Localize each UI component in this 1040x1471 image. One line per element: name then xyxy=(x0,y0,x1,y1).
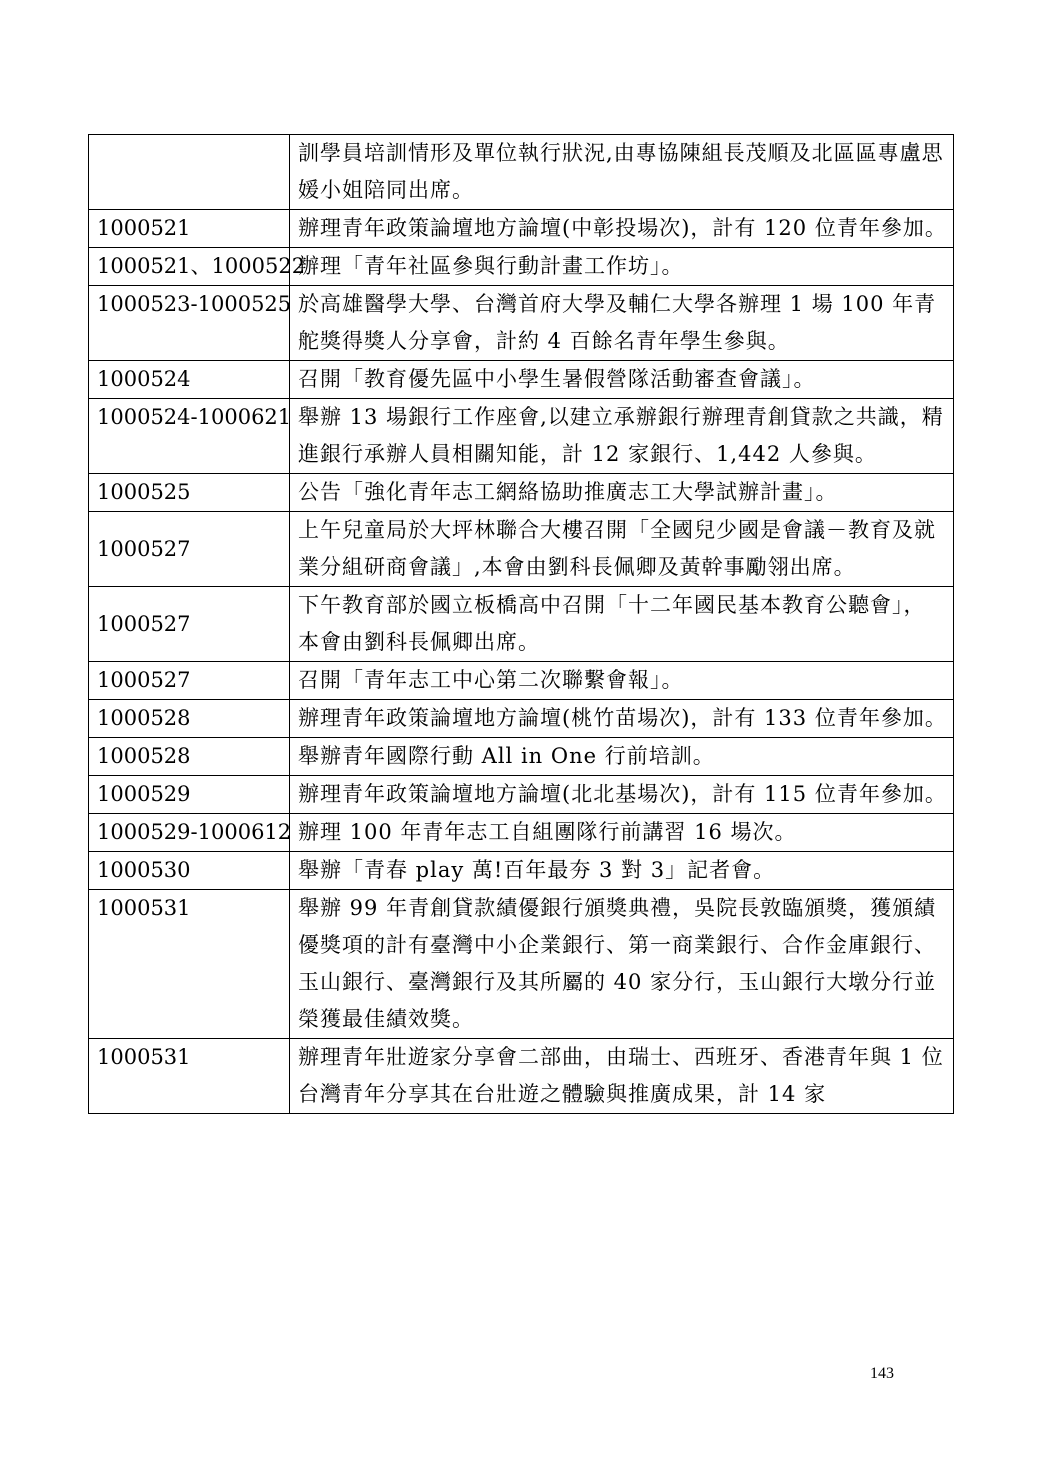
date-cell: 1000531 xyxy=(89,890,290,1039)
date-cell: 1000528 xyxy=(89,700,290,738)
description-cell: 辦理「青年社區參與行動計畫工作坊」。 xyxy=(290,248,954,286)
description-cell: 辦理青年政策論壇地方論壇(中彰投場次)，計有 120 位青年參加。 xyxy=(290,210,954,248)
date-cell: 1000527 xyxy=(89,587,290,662)
table-row xyxy=(89,474,954,512)
date-cell: 1000521 xyxy=(89,210,290,248)
date-cell: 1000527 xyxy=(89,662,290,700)
table-row xyxy=(89,361,954,399)
date-cell xyxy=(89,135,290,210)
description-cell: 舉辦 13 場銀行工作座會,以建立承辦銀行辦理青創貸款之共識，精進銀行承辦人員相關知能，計 12 家銀行、1,442 人參與。 xyxy=(290,399,954,474)
date-cell: 1000524 xyxy=(89,361,290,399)
description-cell: 舉辦「青春 play 萬!百年最夯 3 對 3」記者會。 xyxy=(290,852,954,890)
date-cell: 1000525 xyxy=(89,474,290,512)
table-row xyxy=(89,700,954,738)
description-cell: 舉辦青年國際行動 All in One 行前培訓。 xyxy=(290,738,954,776)
description-cell: 下午教育部於國立板橋高中召開「十二年國民基本教育公聽會」，本會由劉科長佩卿出席。 xyxy=(290,587,954,662)
table-row xyxy=(89,852,954,890)
date-cell: 1000529 xyxy=(89,776,290,814)
table-row xyxy=(89,587,954,662)
table-row xyxy=(89,776,954,814)
date-cell: 1000527 xyxy=(89,512,290,587)
date-cell: 1000523-1000525 xyxy=(89,286,290,361)
description-cell: 召開「教育優先區中小學生暑假營隊活動審查會議」。 xyxy=(290,361,954,399)
description-cell: 辦理青年政策論壇地方論壇(桃竹苗場次)，計有 133 位青年參加。 xyxy=(290,700,954,738)
description-cell: 辦理 100 年青年志工自組團隊行前講習 16 場次。 xyxy=(290,814,954,852)
table-row xyxy=(89,512,954,587)
description-cell: 辦理青年壯遊家分享會二部曲，由瑞士、西班牙、香港青年與 1 位台灣青年分享其在台壯遊之體驗與推廣成果，計 14 家 xyxy=(290,1039,954,1114)
date-cell: 1000530 xyxy=(89,852,290,890)
table-row xyxy=(89,890,954,1039)
page-number: 143 xyxy=(870,1365,894,1382)
table-row xyxy=(89,399,954,474)
table-row xyxy=(89,1039,954,1114)
description-cell: 辦理青年政策論壇地方論壇(北北基場次)，計有 115 位青年參加。 xyxy=(290,776,954,814)
date-cell: 1000524-1000621 xyxy=(89,399,290,474)
description-cell: 公告「強化青年志工網絡協助推廣志工大學試辦計畫」。 xyxy=(290,474,954,512)
description-cell: 訓學員培訓情形及單位執行狀況,由專協陳組長茂順及北區區專盧思媛小姐陪同出席。 xyxy=(290,135,954,210)
description-cell: 上午兒童局於大坪林聯合大樓召開「全國兒少國是會議－教育及就業分組研商會議」,本會由劉科長佩卿及黃幹事勵翎出席。 xyxy=(290,512,954,587)
activity-log-table-body xyxy=(89,135,954,1114)
date-cell: 1000521、1000522 xyxy=(89,248,290,286)
table-row xyxy=(89,135,954,210)
table-row xyxy=(89,210,954,248)
table-row xyxy=(89,248,954,286)
date-cell: 1000528 xyxy=(89,738,290,776)
date-cell: 1000531 xyxy=(89,1039,290,1114)
date-cell: 1000529-1000612 xyxy=(89,814,290,852)
activity-log-table xyxy=(88,134,954,1114)
table-row xyxy=(89,286,954,361)
table-row xyxy=(89,814,954,852)
description-cell: 舉辦 99 年青創貸款績優銀行頒獎典禮，吳院長敦臨頒獎，獲頒績優獎項的計有臺灣中小企業銀行、第一商業銀行、合作金庫銀行、玉山銀行、臺灣銀行及其所屬的 40 家分行，玉山銀行大墩分行並榮獲最佳績效獎。 xyxy=(290,890,954,1039)
table-row xyxy=(89,662,954,700)
description-cell: 於高雄醫學大學、台灣首府大學及輔仁大學各辦理 1 場 100 年青舵獎得獎人分享會，計約 4 百餘名青年學生參與。 xyxy=(290,286,954,361)
description-cell: 召開「青年志工中心第二次聯繫會報」。 xyxy=(290,662,954,700)
table-row xyxy=(89,738,954,776)
